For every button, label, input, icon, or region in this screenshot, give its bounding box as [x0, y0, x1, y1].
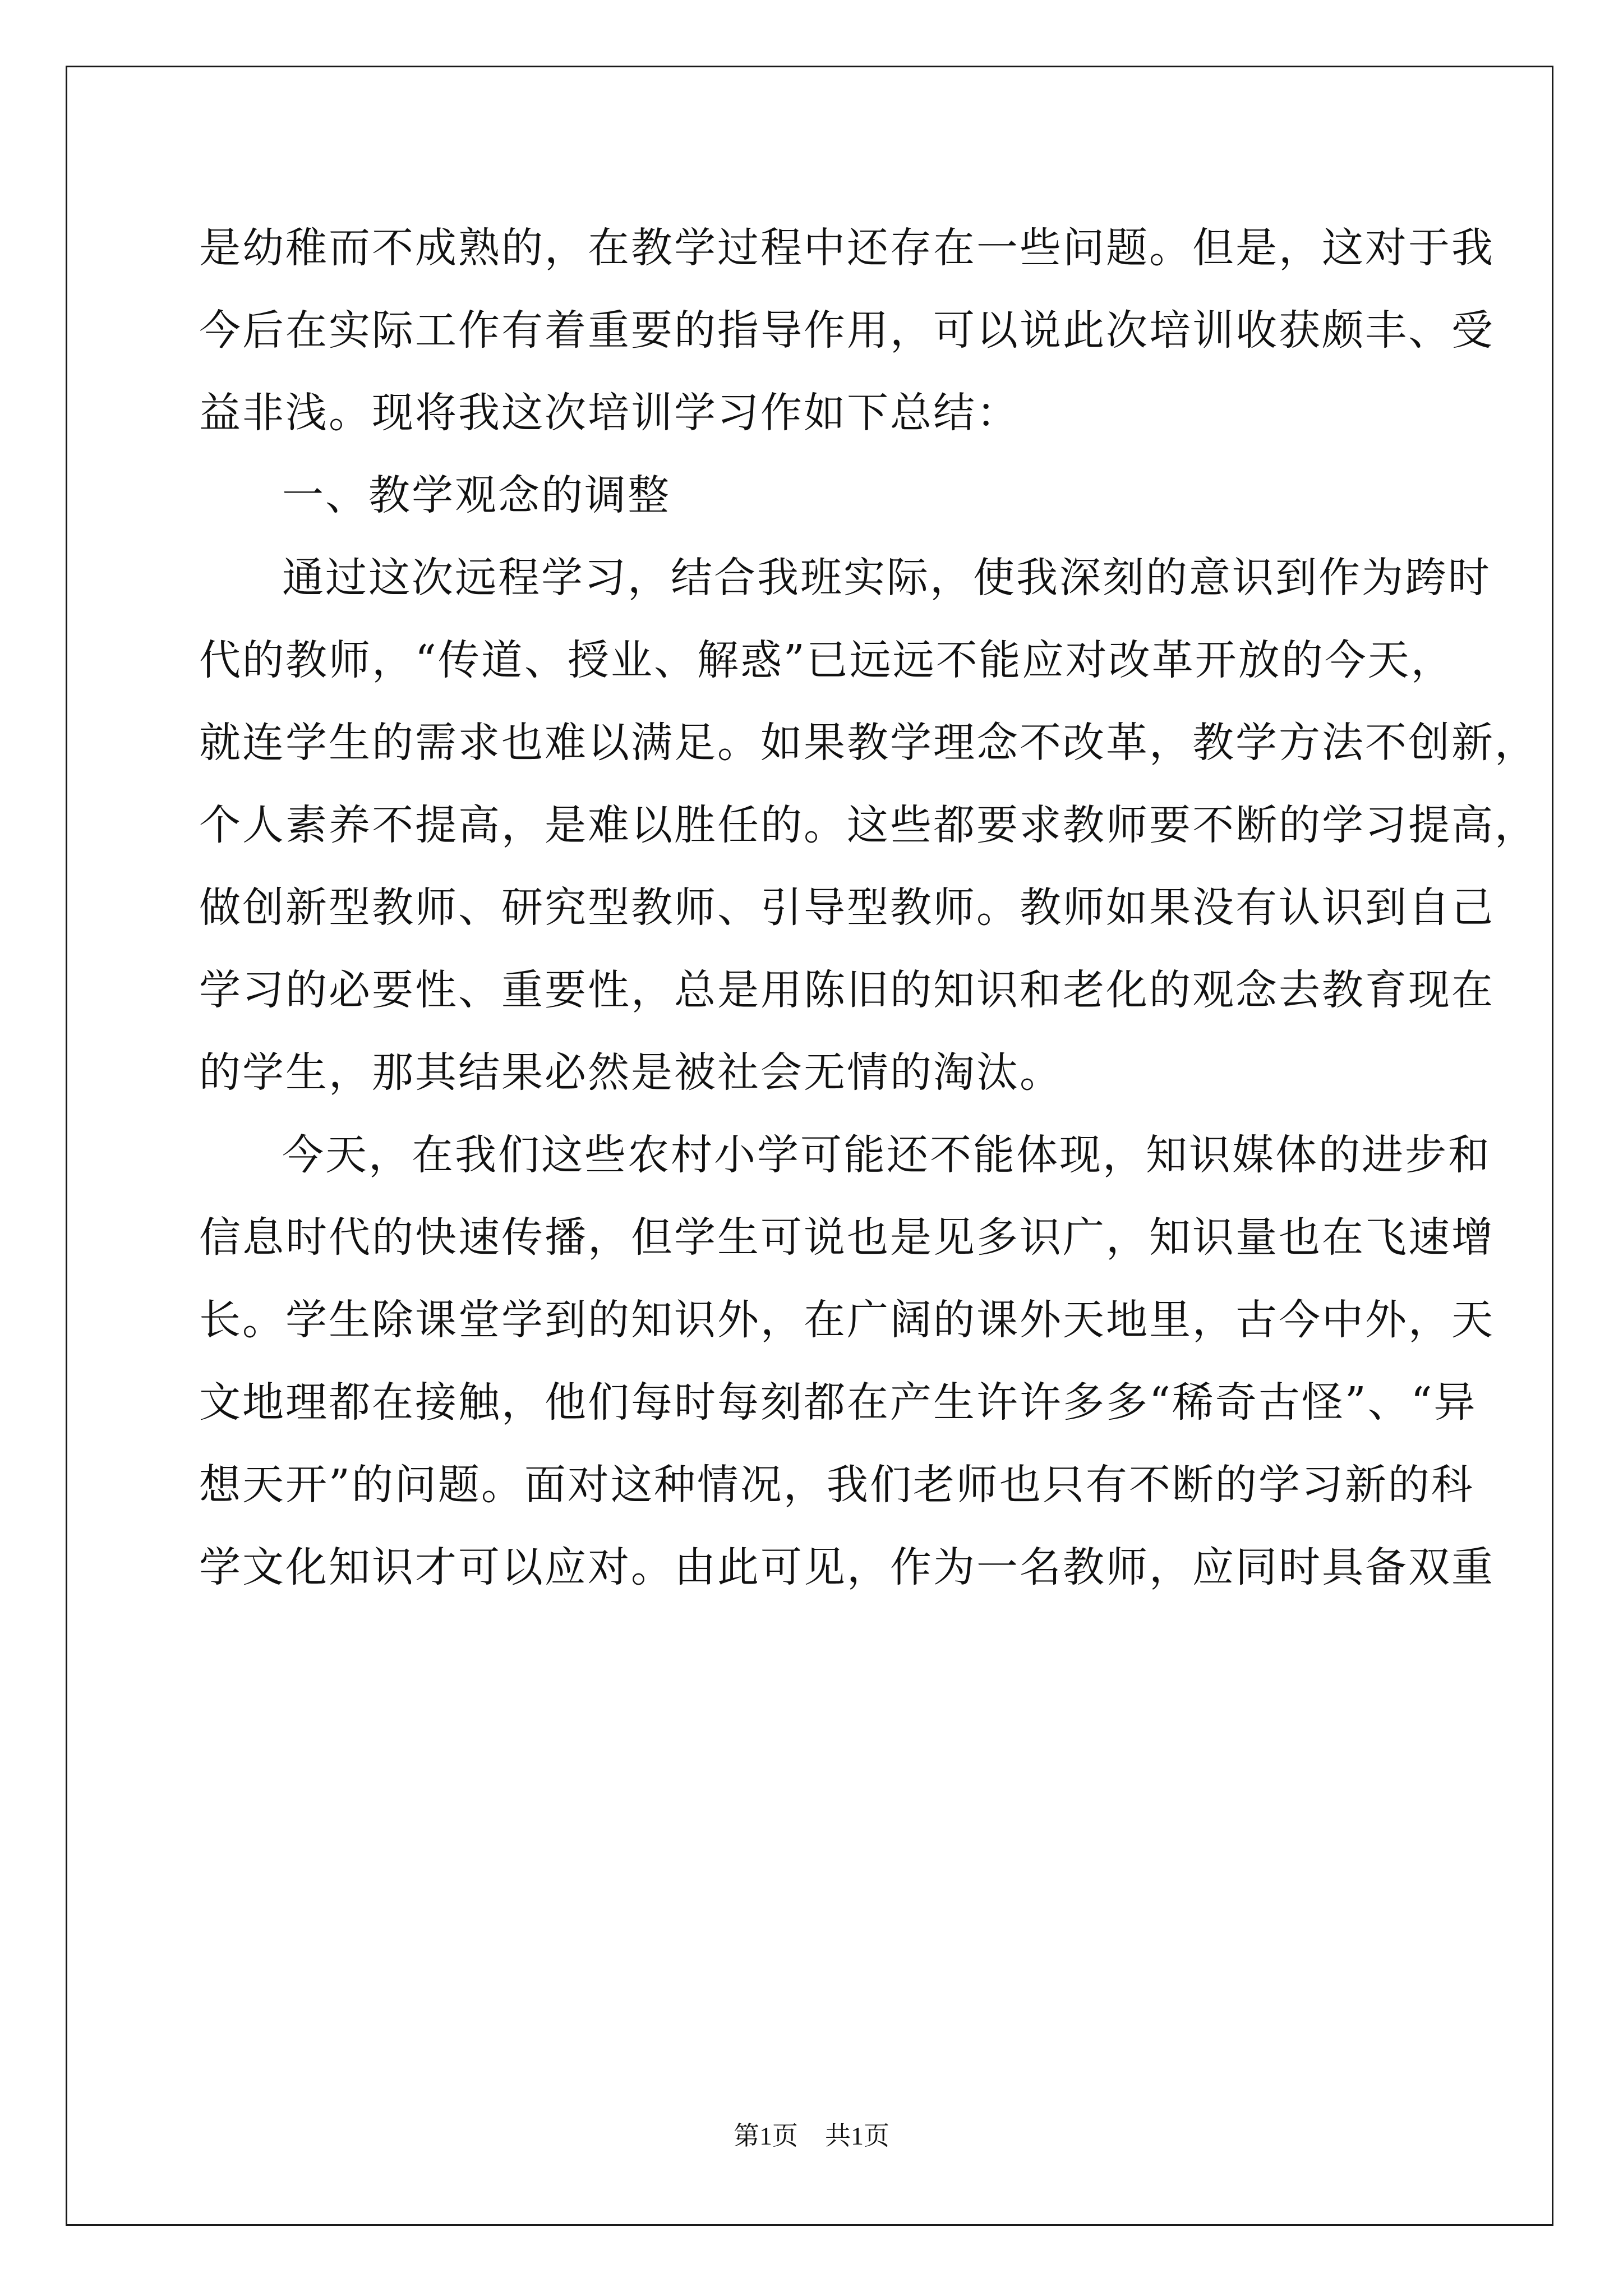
text-line-8: 个人素养不提高，是难以胜任的。这些都要求教师要不断的学习提高， — [199, 801, 1538, 849]
text-line-2: 今后在实际工作有着重要的指导作用，可以说此次培训收获颇丰、受 — [199, 306, 1495, 355]
text-line-7: 就连学生的需求也难以满足。如果教学理念不改革，教学方法不创新， — [199, 719, 1538, 767]
text-line-15: 文地理都在接触，他们每时每刻都在产生许许多多“稀奇古怪”、“异 — [199, 1378, 1477, 1427]
text-line-1: 是幼稚而不成熟的，在教学过程中还存在一些问题。但是，这对于我 — [199, 224, 1495, 272]
text-line-16: 想天开”的问题。面对这种情况，我们老师也只有不断的学习新的科 — [199, 1461, 1474, 1509]
page-number-current: 第1页 — [734, 2122, 798, 2150]
text-line-11: 的学生，那其结果必然是被社会无情的淘汰。 — [199, 1048, 1063, 1097]
text-line-14: 长。学生除课堂学到的知识外，在广阔的课外天地里，古今中外，天 — [199, 1296, 1495, 1344]
text-line-9: 做创新型教师、研究型教师、引导型教师。教师如果没有认识到自己 — [199, 884, 1495, 932]
text-line-5: 通过这次远程学习，结合我班实际，使我深刻的意识到作为跨时 — [282, 554, 1491, 602]
page-footer — [0, 2123, 1623, 2149]
text-line-6: 代的教师，“传道、授业、解惑”已远远不能应对改革开放的今天， — [199, 636, 1454, 684]
text-line-12: 今天，在我们这些农村小学可能还不能体现，知识媒体的进步和 — [282, 1131, 1491, 1179]
page-number-total: 共1页 — [825, 2122, 889, 2150]
text-line-3: 益非浅。现将我这次培训学习作如下总结： — [199, 389, 1020, 437]
section-heading: 一、教学观念的调整 — [282, 471, 671, 519]
document-body — [199, 224, 1538, 1629]
text-line-10: 学习的必要性、重要性，总是用陈旧的知识和老化的观念去教育现在 — [199, 966, 1495, 1014]
text-line-17: 学文化知识才可以应对。由此可见，作为一名教师，应同时具备双重 — [199, 1543, 1495, 1591]
text-line-13: 信息时代的快速传播，但学生可说也是见多识广，知识量也在飞速增 — [199, 1213, 1495, 1262]
